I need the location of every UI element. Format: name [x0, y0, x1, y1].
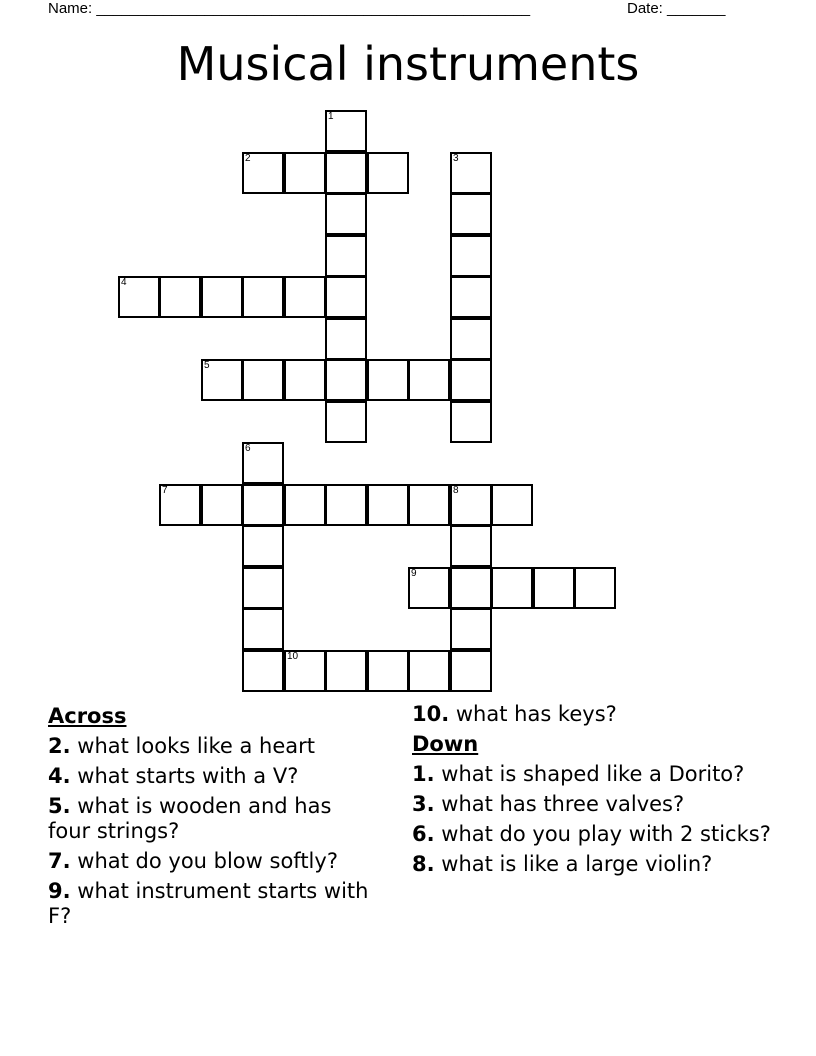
grid-cell[interactable]	[450, 401, 492, 443]
grid-cell[interactable]	[242, 152, 284, 194]
grid-cell[interactable]	[242, 650, 284, 692]
clue-down-1: 1. what is shaped like a Dorito?	[412, 762, 745, 786]
grid-cell[interactable]	[408, 359, 450, 401]
grid-cell[interactable]	[450, 318, 492, 360]
clue-down-6: 6. what do you play with 2 sticks?	[412, 822, 771, 846]
grid-cell[interactable]	[367, 152, 409, 194]
grid-cell[interactable]	[450, 152, 492, 194]
grid-cell[interactable]	[118, 276, 160, 318]
grid-cell[interactable]	[450, 193, 492, 235]
down-heading: Down	[412, 732, 479, 756]
page-title: Musical instruments	[176, 37, 640, 91]
grid-cell[interactable]	[242, 359, 284, 401]
grid-cell[interactable]	[242, 484, 284, 526]
grid-cell[interactable]	[325, 276, 367, 318]
grid-cell[interactable]	[491, 567, 533, 609]
grid-cell[interactable]	[450, 235, 492, 277]
cell-number: 9	[411, 568, 417, 579]
cell-number: 1	[328, 111, 334, 122]
clue-down-8: 8. what is like a large violin?	[412, 852, 713, 876]
cell-number: 10	[287, 651, 299, 662]
grid-cell[interactable]	[408, 650, 450, 692]
grid-cell[interactable]	[325, 650, 367, 692]
name-field-label: Name: ____________________________________________________	[48, 0, 531, 17]
cell-number: 2	[245, 153, 251, 164]
grid-cell[interactable]	[325, 152, 367, 194]
grid-cell[interactable]	[325, 193, 367, 235]
grid-cell[interactable]	[533, 567, 575, 609]
grid-cell[interactable]	[325, 359, 367, 401]
grid-cell[interactable]	[450, 650, 492, 692]
cell-number: 5	[204, 360, 210, 371]
clue-across-9: 9. what instrument starts with F?	[48, 879, 369, 928]
clues-left-column	[48, 702, 378, 934]
grid-cell[interactable]	[325, 110, 367, 152]
grid-cell[interactable]	[574, 567, 616, 609]
grid-cell[interactable]	[159, 276, 201, 318]
cell-number: 3	[453, 153, 459, 164]
across-heading: Across	[48, 704, 127, 728]
grid-cell[interactable]	[201, 359, 243, 401]
grid-cell[interactable]	[201, 484, 243, 526]
grid-cell[interactable]	[367, 484, 409, 526]
grid-cell[interactable]	[408, 567, 450, 609]
grid-cell[interactable]	[242, 525, 284, 567]
grid-cell[interactable]	[242, 276, 284, 318]
grid-cell[interactable]	[450, 484, 492, 526]
grid-cell[interactable]	[201, 276, 243, 318]
grid-cell[interactable]	[325, 484, 367, 526]
grid-cell[interactable]	[450, 567, 492, 609]
grid-cell[interactable]	[242, 567, 284, 609]
grid-cell[interactable]	[325, 401, 367, 443]
clue-across-5: 5. what is wooden and has four strings?	[48, 794, 332, 843]
grid-cell[interactable]	[284, 276, 326, 318]
cell-number: 7	[162, 485, 168, 496]
clue-across-2: 2. what looks like a heart	[48, 734, 316, 758]
grid-cell[interactable]	[491, 484, 533, 526]
grid-cell[interactable]	[242, 442, 284, 484]
grid-cell[interactable]	[284, 484, 326, 526]
grid-cell[interactable]	[450, 608, 492, 650]
grid-cell[interactable]	[450, 525, 492, 567]
grid-cell[interactable]	[367, 650, 409, 692]
grid-cell[interactable]	[284, 650, 326, 692]
grid-cell[interactable]	[325, 235, 367, 277]
cell-number: 4	[121, 277, 127, 288]
cell-number: 8	[453, 485, 459, 496]
clue-down-3: 3. what has three valves?	[412, 792, 685, 816]
grid-cell[interactable]	[450, 359, 492, 401]
grid-cell[interactable]	[325, 318, 367, 360]
date-field-label: Date: _______	[627, 0, 726, 17]
grid-cell[interactable]	[367, 359, 409, 401]
grid-cell[interactable]	[284, 359, 326, 401]
grid-cell[interactable]	[408, 484, 450, 526]
grid-cell[interactable]	[450, 276, 492, 318]
clue-across-4: 4. what starts with a V?	[48, 764, 299, 788]
grid-cell[interactable]	[284, 152, 326, 194]
clue-across-10: 10. what has keys?	[412, 702, 617, 726]
cell-number: 6	[245, 443, 251, 454]
clue-across-7: 7. what do you blow softly?	[48, 849, 338, 873]
grid-cell[interactable]	[159, 484, 201, 526]
clues-right-column	[412, 702, 772, 882]
grid-cell[interactable]	[242, 608, 284, 650]
